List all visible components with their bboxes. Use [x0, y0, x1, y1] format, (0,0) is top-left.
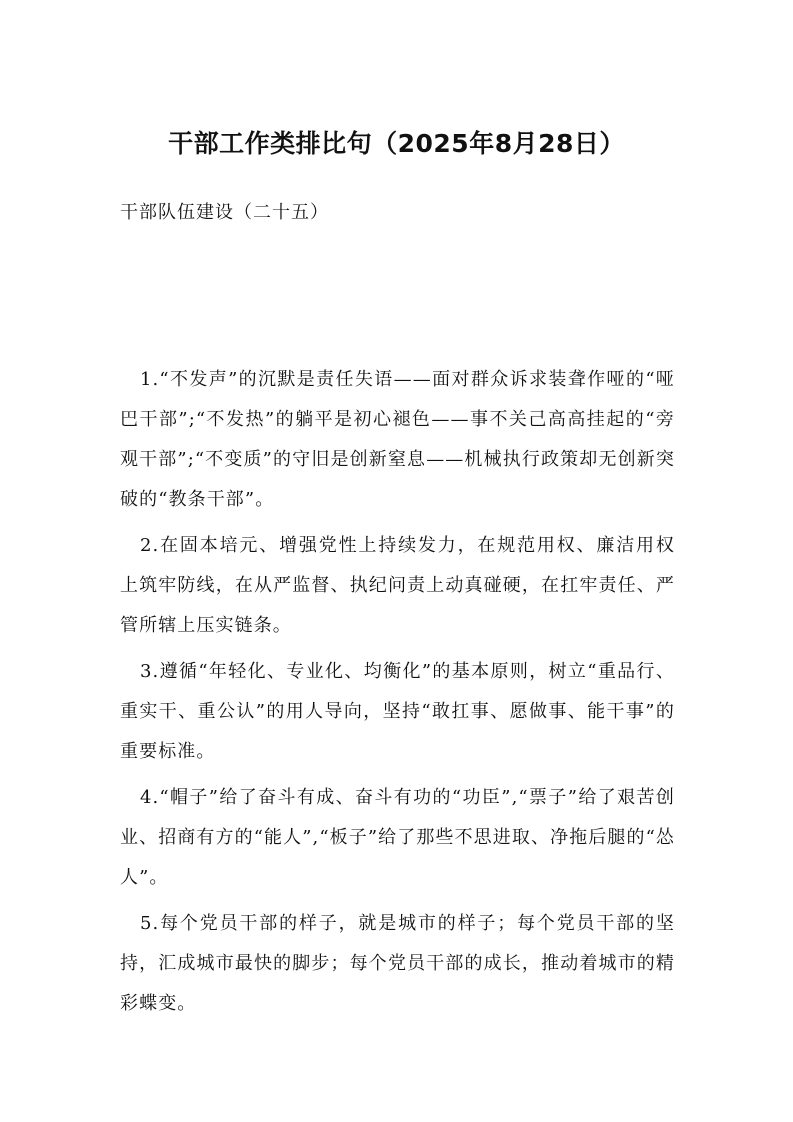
paragraph-3: 3.遵循“年轻化、专业化、均衡化”的基本原则，树立“重品行、重实干、重公认”的用人导向，坚持“敢扛事、愿做事、能干事”的重要标准。: [120, 661, 675, 762]
paragraph-1: 1.“不发声”的沉默是责任失语——面对群众诉求装聋作哑的“哑巴干部”;“不发热”的躺平是初心褪色——事不关己高高挂起的“旁观干部”;“不变质”的守旧是创新窒息——机械执行政策却无创新突破的“教条干部”。: [120, 369, 675, 510]
paragraph-5: 5.每个党员干部的样子，就是城市的样子；每个党员干部的坚持，汇成城市最快的脚步；每个党员干部的成长，推动着城市的精彩蝶变。: [120, 913, 675, 1014]
document-body: [120, 360, 675, 1024]
document-subtitle: 干部队伍建设（二十五）: [120, 202, 329, 223]
paragraph-2: 2.在固本培元、增强党性上持续发力，在规范用权、廉洁用权上筑牢防线，在从严监督、执纪问责上动真碰硬，在扛牢责任、严管所辖上压实链条。: [120, 535, 675, 636]
paragraph-4: 4.“帽子”给了奋斗有成、奋斗有功的“功臣”,“票子”给了艰苦创业、招商有方的“能人”,“板子”给了那些不思进取、净拖后腿的“怂人”。: [120, 787, 675, 888]
document-title: 干部工作类排比句（2025年8月28日）: [168, 129, 625, 158]
